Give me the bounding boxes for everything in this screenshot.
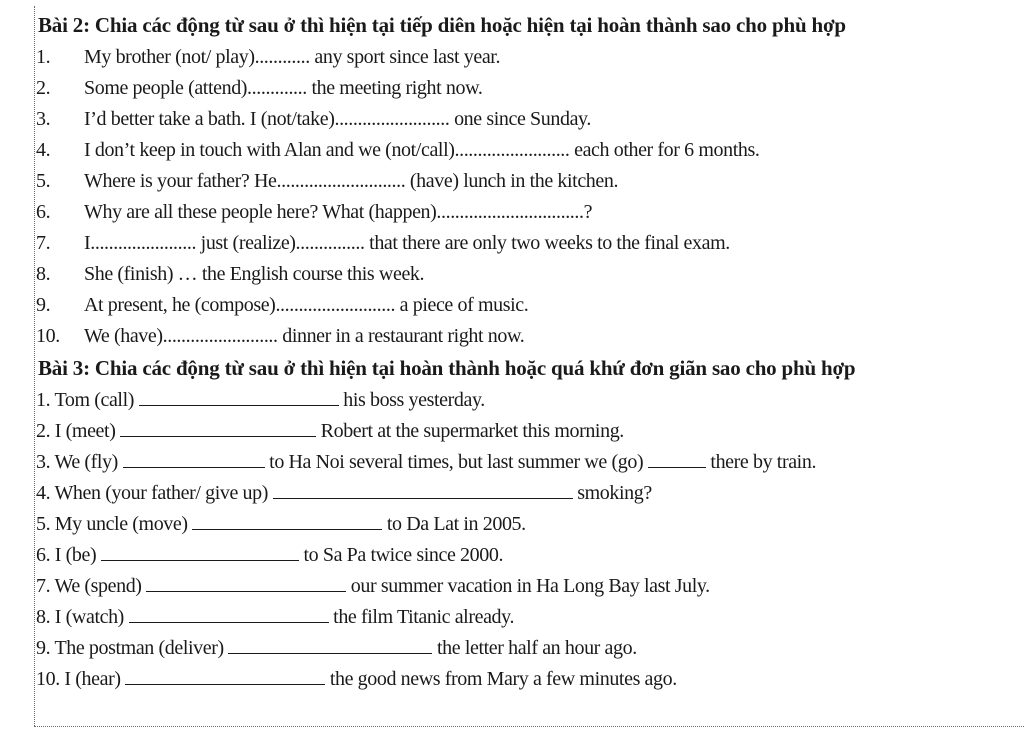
item-prompt: 8. I (watch) — [36, 606, 124, 628]
exercise-3-item — [36, 575, 710, 598]
exercise-3-item — [36, 637, 637, 660]
exercise-3-item — [36, 544, 503, 567]
exercise-3-item — [36, 606, 514, 629]
item-number: 4. — [36, 139, 51, 161]
exercise-3-item — [36, 420, 624, 443]
answer-blank — [125, 670, 325, 685]
item-prompt: 10. I (hear) — [36, 668, 121, 690]
item-continuation: our summer vacation in Ha Long Bay last July. — [350, 575, 710, 597]
item-continuation: smoking? — [577, 482, 652, 504]
item-text: Some people (attend)............. the meeting right now. — [84, 77, 483, 99]
exercise-3-item — [36, 451, 816, 474]
exercise-3-item — [36, 668, 677, 691]
item-continuation: his boss yesterday. — [343, 389, 485, 411]
frame-border-left — [34, 6, 35, 726]
item-text: My brother (not/ play)............ any sport since last year. — [84, 46, 501, 68]
item-number: 3. — [36, 108, 51, 130]
item-text: At present, he (compose).......................... a piece of music. — [84, 294, 529, 316]
item-text: Where is your father? He............................ (have) lunch in the kitchen. — [84, 170, 619, 192]
item-continuation: to Sa Pa twice since 2000. — [303, 544, 504, 566]
item-prompt: 7. We (spend) — [36, 575, 142, 597]
item-text: She (finish) … the English course this week. — [84, 263, 425, 285]
item-prompt: 9. The postman (deliver) — [36, 637, 224, 659]
exercise-3-title: Bài 3: Chia các động từ sau ở thì hiện tại hoàn thành hoặc quá khứ đơn giãn sao cho phù hợp — [38, 356, 856, 380]
item-number: 10. — [36, 325, 60, 347]
item-continuation: the good news from Mary a few minutes ago. — [329, 668, 677, 690]
item-continuation: Robert at the supermarket this morning. — [320, 420, 624, 442]
item-continuation-2: there by train. — [710, 451, 817, 473]
item-number: 5. — [36, 170, 51, 192]
exercise-3-item — [36, 389, 485, 412]
item-continuation: the letter half an hour ago. — [436, 637, 637, 659]
exercise-3-item — [36, 513, 526, 536]
item-continuation: the film Titanic already. — [333, 606, 515, 628]
answer-blank — [228, 639, 432, 654]
item-text: I....................... just (realize)............... that there are only two weeks to the final exam. — [84, 232, 730, 254]
answer-blank — [101, 546, 299, 561]
answer-blank — [192, 515, 382, 530]
item-prompt: 1. Tom (call) — [36, 389, 135, 411]
answer-blank — [146, 577, 346, 592]
item-continuation: to Ha Noi several times, but last summer we (go) — [269, 451, 644, 473]
item-text: I don’t keep in touch with Alan and we (not/call)......................... each other for 6 months. — [84, 139, 760, 161]
item-number: 7. — [36, 232, 51, 254]
item-prompt: 2. I (meet) — [36, 420, 116, 442]
item-prompt: 6. I (be) — [36, 544, 97, 566]
item-number: 1. — [36, 46, 51, 68]
answer-blank — [129, 608, 329, 623]
item-number: 9. — [36, 294, 51, 316]
item-number: 2. — [36, 77, 51, 99]
answer-blank — [648, 453, 706, 468]
item-number: 6. — [36, 201, 51, 223]
item-continuation: to Da Lat in 2005. — [386, 513, 526, 535]
answer-blank — [120, 422, 316, 437]
item-text: I’d better take a bath. I (not/take)......................... one since Sunday. — [84, 108, 591, 130]
exercise-3-item — [36, 482, 652, 505]
item-number: 8. — [36, 263, 51, 285]
item-text: We (have)......................... dinner in a restaurant right now. — [84, 325, 525, 347]
answer-blank — [123, 453, 265, 468]
item-prompt: 3. We (fly) — [36, 451, 118, 473]
item-prompt: 5. My uncle (move) — [36, 513, 188, 535]
item-text: Why are all these people here? What (happen)................................? — [84, 201, 593, 223]
item-prompt: 4. When (your father/ give up) — [36, 482, 268, 504]
answer-blank — [139, 391, 339, 406]
frame-border-bottom — [34, 726, 1024, 727]
exercise-2-title: Bài 2: Chia các động từ sau ở thì hiện tại tiếp diên hoặc hiện tại hoàn thành sao cho phù hợp — [38, 13, 846, 37]
answer-blank — [273, 484, 573, 499]
